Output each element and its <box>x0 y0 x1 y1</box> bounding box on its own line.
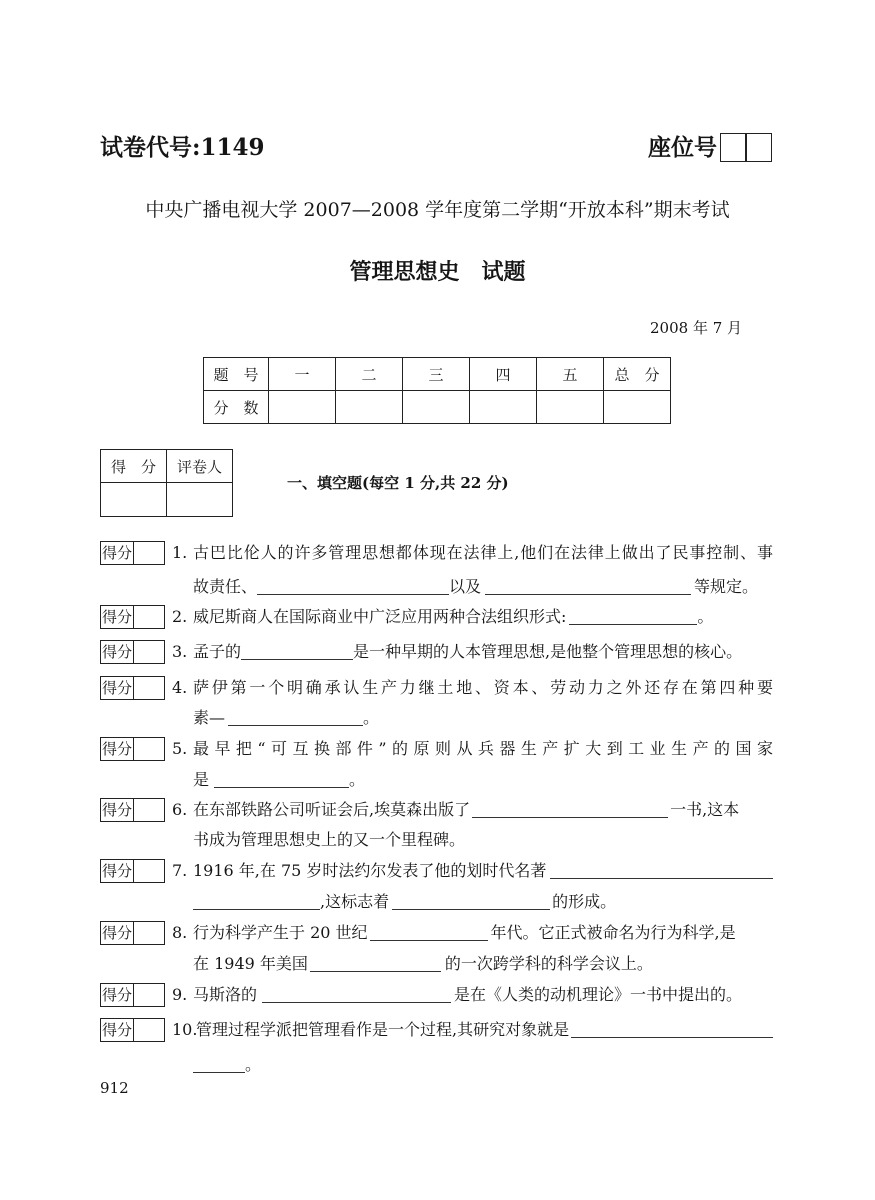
question-score-label: 得分 <box>101 643 132 661</box>
question-number: 1. <box>172 543 188 562</box>
score-table-column: 四 <box>470 358 537 391</box>
score-table-column: 总 分 <box>604 358 671 391</box>
question-score-box <box>100 640 165 664</box>
page-number: 912 <box>100 1079 129 1097</box>
question-text: 以及 <box>449 577 482 596</box>
section-title: 一、填空题(每空 1 分,共 22 分) <box>287 474 509 492</box>
score-cell <box>537 391 604 424</box>
question-text: 在 1949 年美国 <box>193 954 308 973</box>
question-4-line-2 <box>193 707 773 729</box>
question-score-box <box>100 983 165 1007</box>
question-number: 4. <box>172 678 188 697</box>
question-10-line-2 <box>193 1054 773 1076</box>
grader-name-label: 评卷人 <box>167 450 233 483</box>
grader-box-header-row <box>101 450 233 483</box>
question-text: 年代。它正式被命名为行为科学,是 <box>490 923 736 942</box>
question-4-line-1 <box>172 677 773 699</box>
question-score-label: 得分 <box>101 544 132 562</box>
score-table-header-row <box>204 358 671 391</box>
question-text: 马斯洛的 <box>193 985 258 1004</box>
question-8-line-2 <box>193 953 773 975</box>
seat-number-box <box>745 133 772 162</box>
answer-blank <box>569 608 697 625</box>
question-3-line-1 <box>172 641 773 663</box>
question-score-box <box>100 737 165 761</box>
answer-blank <box>310 955 441 972</box>
question-score-label: 得分 <box>101 608 132 626</box>
question-text: 。 <box>363 708 380 727</box>
question-text: 1916 年,在 75 岁时法约尔发表了他的划时代名著 <box>193 861 547 880</box>
score-table <box>203 357 671 424</box>
question-score-label: 得分 <box>101 679 132 697</box>
score-table-column: 一 <box>269 358 336 391</box>
question-1-line-2 <box>193 576 773 598</box>
question-text: 书成为管理思想史上的又一个里程碑。 <box>193 830 466 849</box>
question-6-line-2 <box>193 829 773 851</box>
question-8-line-1 <box>172 922 773 944</box>
answer-blank <box>257 578 449 595</box>
score-table-row-label: 分 数 <box>204 391 269 424</box>
question-text: 最早把“可互换部件”的原则从兵器生产扩大到工业生产的国家 <box>193 739 773 758</box>
question-text: 古巴比伦人的许多管理思想都体现在法律上,他们在法律上做出了民事控制、事 <box>193 543 773 562</box>
question-score-label: 得分 <box>101 740 132 758</box>
question-text: ,这标志着 <box>320 892 390 911</box>
seat-number-label: 座位号 <box>648 134 717 161</box>
question-6-line-1 <box>172 799 773 821</box>
question-1-line-1 <box>172 542 773 564</box>
score-cell <box>269 391 336 424</box>
question-text: 威尼斯商人在国际商业中广泛应用两种合法组织形式: <box>193 607 567 626</box>
question-number: 5. <box>172 739 188 758</box>
question-score-label: 得分 <box>101 986 132 1004</box>
question-text: 行为科学产生于 20 世纪 <box>193 923 368 942</box>
question-text: 孟子的 <box>193 642 242 661</box>
score-table-column: 二 <box>336 358 403 391</box>
score-table-column: 五 <box>537 358 604 391</box>
answer-blank <box>370 924 488 941</box>
question-number: 6. <box>172 800 188 819</box>
question-2-line-1 <box>172 606 773 628</box>
score-cell <box>336 391 403 424</box>
question-text: 在东部铁路公司听证会后,埃莫森出版了 <box>193 800 471 819</box>
question-text: 故责任、 <box>193 577 258 596</box>
grader-score-cell <box>101 483 167 517</box>
score-cell <box>604 391 671 424</box>
answer-blank <box>550 862 773 879</box>
score-cell <box>470 391 537 424</box>
question-number: 7. <box>172 861 188 880</box>
question-7-line-1 <box>172 860 773 882</box>
answer-blank <box>241 643 353 660</box>
question-number: 9. <box>172 985 188 1004</box>
institution-title: 中央广播电视大学 2007—2008 学年度第二学期“开放本科”期末考试 <box>145 199 730 221</box>
question-10-line-1 <box>172 1019 773 1041</box>
answer-blank <box>214 771 349 788</box>
question-5-line-2 <box>193 769 773 791</box>
question-9-line-1 <box>172 984 773 1006</box>
grader-box-entry-row <box>101 483 233 517</box>
answer-blank <box>193 1056 245 1073</box>
question-score-label: 得分 <box>101 862 132 880</box>
question-score-label: 得分 <box>101 1021 132 1039</box>
answer-blank <box>228 709 363 726</box>
seat-number-boxes <box>721 133 772 162</box>
question-text: 是 <box>193 770 210 789</box>
question-number: 3. <box>172 642 188 661</box>
question-text: 素— <box>193 708 226 727</box>
question-score-box <box>100 859 165 883</box>
question-score-label: 得分 <box>101 924 132 942</box>
answer-blank <box>485 578 691 595</box>
course-title: 管理思想史 试题 <box>349 259 526 285</box>
answer-blank <box>392 893 550 910</box>
question-score-box <box>100 1018 165 1042</box>
answer-blank <box>193 893 320 910</box>
question-number: 10. <box>172 1020 198 1039</box>
seat-number-box <box>720 133 747 162</box>
answer-blank <box>571 1021 773 1038</box>
question-text: 管理过程学派把管理看作是一个过程,其研究对象就是 <box>196 1020 570 1039</box>
question-text: 的形成。 <box>552 892 617 911</box>
question-score-label: 得分 <box>101 801 132 819</box>
exam-code: 试卷代号:1149 <box>100 134 265 161</box>
question-number: 8. <box>172 923 188 942</box>
score-table-score-row <box>204 391 671 424</box>
grader-name-cell <box>167 483 233 517</box>
score-table-row-label: 题 号 <box>204 358 269 391</box>
question-number: 2. <box>172 607 188 626</box>
question-score-box <box>100 605 165 629</box>
question-text: 是一种早期的人本管理思想,是他整个管理思想的核心。 <box>353 642 743 661</box>
answer-blank <box>472 801 668 818</box>
grader-score-label: 得 分 <box>101 450 167 483</box>
grader-box <box>100 449 233 517</box>
answer-blank <box>262 986 451 1003</box>
question-text: 一书,这本 <box>670 800 740 819</box>
question-text: 。 <box>245 1055 262 1074</box>
question-5-line-1 <box>172 738 773 760</box>
question-text: 等规定。 <box>694 577 759 596</box>
question-score-box <box>100 798 165 822</box>
question-text: 的一次跨学科的科学会议上。 <box>444 954 653 973</box>
question-text: 萨伊第一个明确承认生产力继土地、资本、劳动力之外还存在第四种要 <box>193 678 773 697</box>
score-cell <box>403 391 470 424</box>
question-text: 是在《人类的动机理论》一书中提出的。 <box>454 985 743 1004</box>
question-7-line-2 <box>193 891 773 913</box>
question-text: 。 <box>349 770 366 789</box>
score-table-column: 三 <box>403 358 470 391</box>
exam-date: 2008 年 7 月 <box>650 319 743 337</box>
question-text: 。 <box>697 607 714 626</box>
question-score-box <box>100 541 165 565</box>
question-score-box <box>100 676 165 700</box>
question-score-box <box>100 921 165 945</box>
